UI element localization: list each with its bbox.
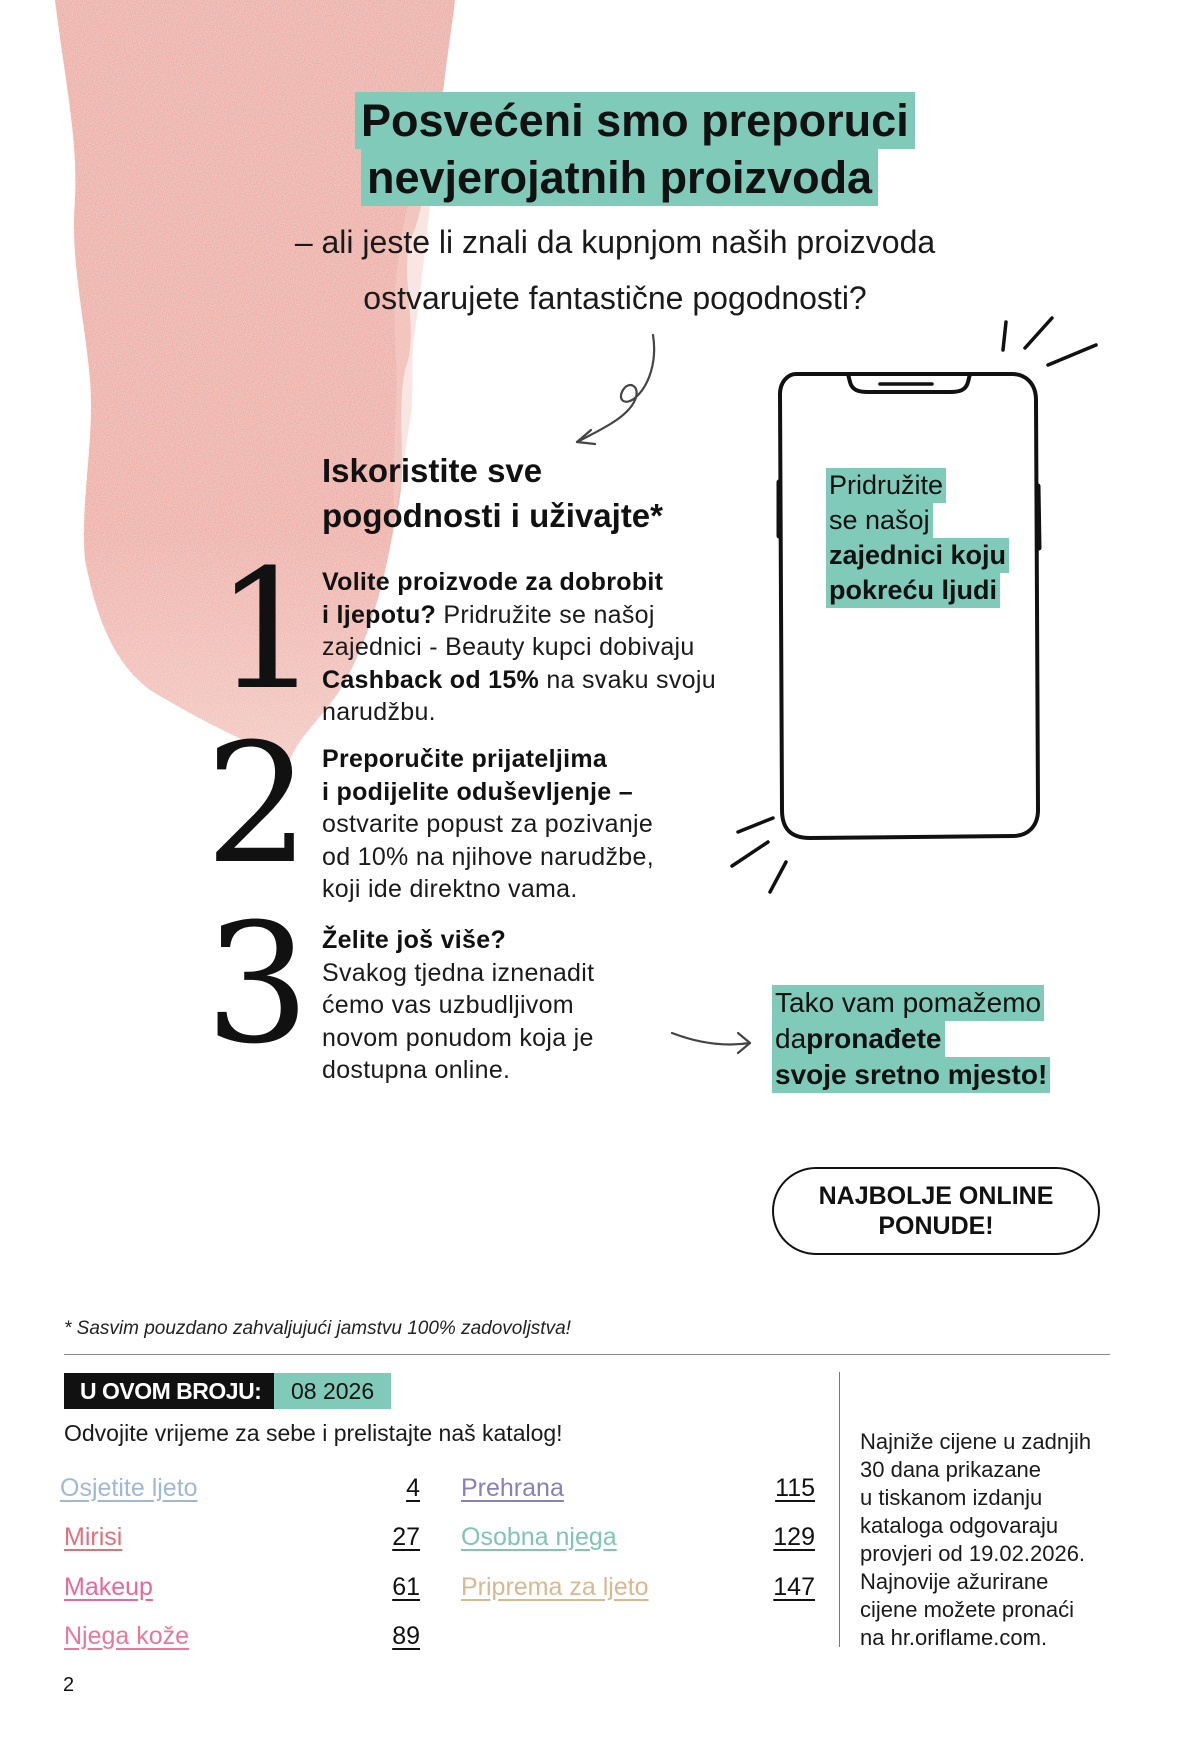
- curly-arrow-icon: [565, 330, 675, 450]
- toc-item-priprema-za-ljeto[interactable]: Priprema za ljeto: [461, 1573, 649, 1601]
- footer-vertical-divider: [839, 1372, 840, 1647]
- subheadline-line-1: – ali jeste li znali da kupnjom naših proizvoda: [294, 224, 936, 260]
- arrow-right-icon: [668, 1025, 758, 1065]
- toc-item-njega-koze[interactable]: Njega kože: [64, 1622, 190, 1650]
- happy-place-line-3: svoje sretno mjesto!: [772, 1057, 1050, 1093]
- toc-item-osobna-njega[interactable]: Osobna njega: [461, 1523, 617, 1551]
- cta-line-1: NAJBOLJE ONLINE: [818, 1182, 1054, 1210]
- footnote: * Sasvim pouzdano zahvaljujući jamstvu 100% zadovoljstva!: [64, 1318, 571, 1339]
- step-3-text: Želite još više? Svakog tjedna iznenadit ćemo vas uzbudljivom novom ponudom koja je dostupna online.: [322, 926, 595, 1084]
- toc-page-njega-koze[interactable]: 89: [392, 1622, 420, 1650]
- cta-line-2: PONUDE!: [878, 1212, 994, 1240]
- step-number-1: 1: [215, 534, 320, 726]
- step-number-2: 2: [205, 708, 310, 900]
- issue-number: 08 2026: [274, 1373, 391, 1409]
- phone-screen-text: [826, 468, 1009, 608]
- toc-page-osobna-njega[interactable]: 129: [773, 1523, 815, 1551]
- footer-divider: [64, 1354, 1110, 1355]
- headline-line-2: nevjerojatnih proizvoda: [361, 149, 878, 206]
- step-number-3: 3: [205, 888, 310, 1080]
- best-online-offers-button[interactable]: [772, 1167, 1100, 1255]
- phone-text-line-4: pokreću ljudi: [826, 573, 1000, 608]
- page-number: 2: [63, 1674, 75, 1696]
- prices-note: Najniže cijene u zadnjih 30 dana prikazane u tiskanom izdanju kataloga odgovaraju provjeri od 19.02.2026. Najnovije ažurirane cijene možete pronaći na hr.oriflame.com.: [860, 1429, 1092, 1650]
- phone-text-line-2: se našoj: [826, 503, 933, 538]
- happy-place-line-1: Tako vam pomažemo: [772, 985, 1044, 1021]
- phone-text-line-1: Pridružite: [826, 468, 946, 503]
- benefits-title-line-1: Iskoristite sve: [322, 452, 543, 489]
- toc-item-osjetite-ljeto[interactable]: Osjetite ljeto: [60, 1474, 198, 1502]
- toc-page-prehrana[interactable]: 115: [775, 1474, 815, 1502]
- step-1-text: Volite proizvode za dobrobit i ljepotu? Pridružite se našoj zajednici - Beauty kupci dobivaju Cashback od 15% na svaku svoju narudžbu.: [322, 568, 716, 726]
- benefits-title-line-2: pogodnosti i uživajte*: [322, 497, 664, 534]
- step-2-text: Preporučite prijateljima i podijelite oduševljenje – ostvarite popust za pozivanje od 10% na njihove narudžbe, koji ide direktno vama.: [322, 745, 654, 903]
- toc-page-mirisi[interactable]: 27: [392, 1523, 420, 1551]
- catalog-intro: Odvojite vrijeme za sebe i prelistajte naš katalog!: [64, 1420, 563, 1446]
- headline: [355, 92, 915, 206]
- subheadline-line-2: ostvarujete fantastične pogodnosti?: [363, 280, 867, 316]
- toc-page-priprema-za-ljeto[interactable]: 147: [773, 1573, 815, 1601]
- toc-item-makeup[interactable]: Makeup: [64, 1573, 153, 1601]
- toc-page-osjetite-ljeto[interactable]: 4: [406, 1474, 420, 1502]
- benefits-title: [322, 448, 663, 538]
- happy-place-line-2: dapronađete: [772, 1021, 945, 1057]
- phone-text-line-3: zajednici koju: [826, 538, 1009, 573]
- toc-item-prehrana[interactable]: Prehrana: [461, 1474, 564, 1502]
- headline-line-1: Posvećeni smo preporuci: [355, 92, 915, 149]
- toc-page-makeup[interactable]: 61: [392, 1573, 420, 1601]
- toc-item-mirisi[interactable]: Mirisi: [64, 1523, 123, 1551]
- issue-label: U OVOM BROJU:: [64, 1373, 277, 1409]
- happy-place-text: [772, 985, 1050, 1093]
